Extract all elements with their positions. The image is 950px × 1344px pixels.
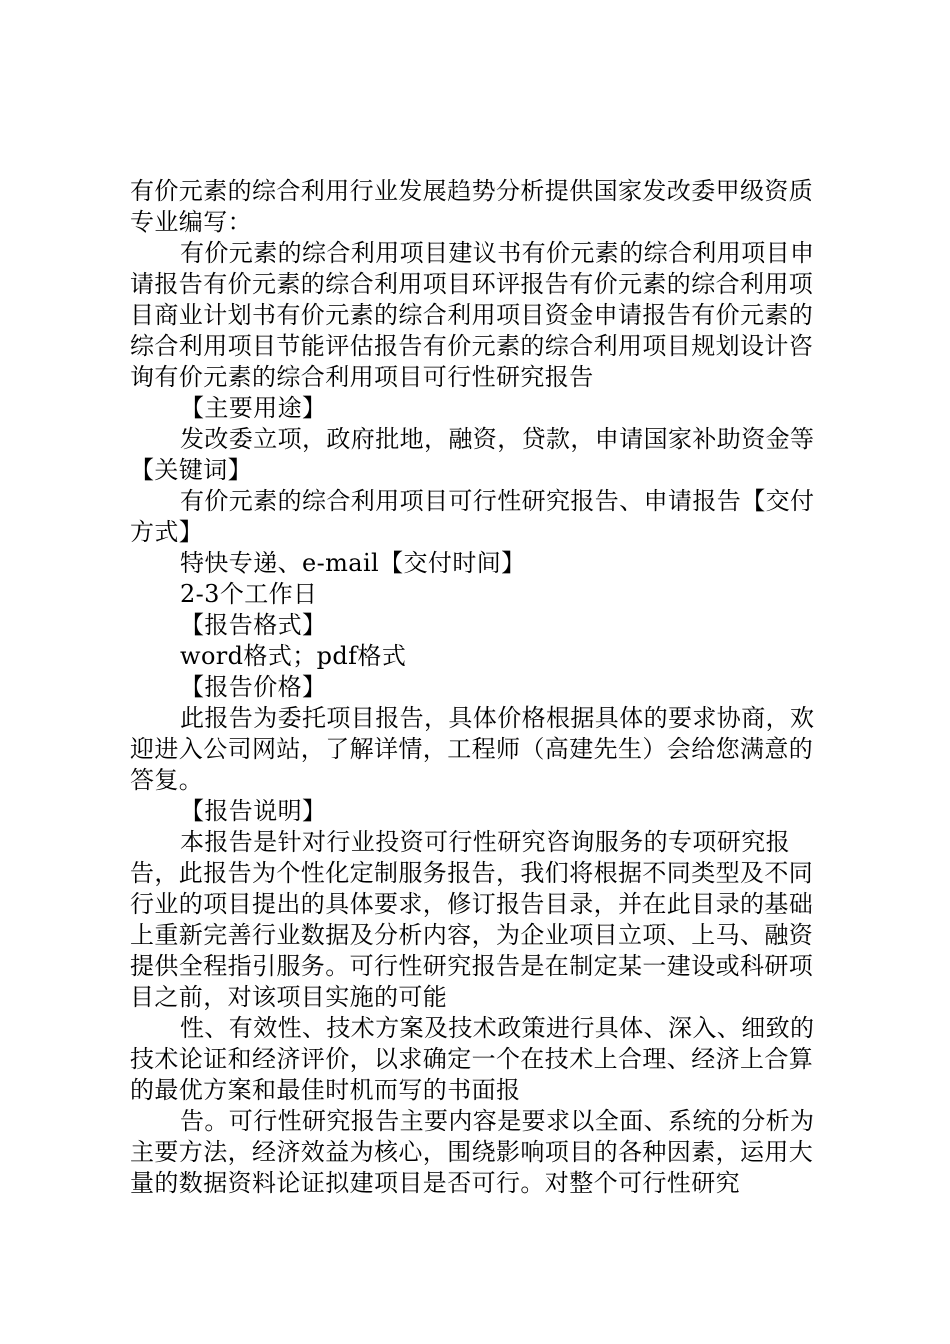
report-types-paragraph: 有价元素的综合利用项目建议书有价元素的综合利用项目申请报告有价元素的综合利用项目环评报告有价元素的综合利用项目商业计划书有价元素的综合利用项目资金申请报告有价元素的综合利用项目节能评估报告有价元素的综合利用项目规划设计咨询有价元素的综合利用项目可行性研究报告 [130,239,815,391]
delivery-method-paragraph: 特快专递、e-mail【交付时间】 [180,549,526,577]
format-paragraph: word格式；pdf格式 [180,642,407,670]
keywords-paragraph: 有价元素的综合利用项目可行性研究报告、申请报告【交付方式】 [130,487,815,546]
price-paragraph: 此报告为委托项目报告，具体价格根据具体的要求协商，欢迎进入公司网站，了解详情，工程师（高建先生）会给您满意的答复。 [130,704,815,794]
document-body [130,176,830,1199]
description-paragraph-1: 本报告是针对行业投资可行性研究咨询服务的专项研究报告，此报告为个性化定制服务报告，我们将根据不同类型及不同行业的项目提出的具体要求，修订报告目录，并在此目录的基础上重新完善行业数据及分析内容，为企业项目立项、上马、融资提供全程指引服务。可行性研究报告是在制定某一建设或科研项目之前，对该项目实施的可能 [130,828,814,1011]
price-heading: 【报告价格】 [180,673,327,701]
delivery-time-paragraph: 2-3个工作日 [180,580,318,608]
description-heading: 【报告说明】 [180,797,327,825]
description-paragraph-2: 性、有效性、技术方案及技术政策进行具体、深入、细致的技术论证和经济评价，以求确定一个在技术上合理、经济上合算的最优方案和最佳时机而写的书面报 [130,1014,815,1104]
format-heading: 【报告格式】 [180,611,327,639]
usage-paragraph: 发改委立项，政府批地，融资，贷款，申请国家补助资金等【关键词】 [130,425,815,484]
usage-heading: 【主要用途】 [180,394,327,422]
intro-paragraph: 有价元素的综合利用行业发展趋势分析提供国家发改委甲级资质专业编写： [130,177,814,236]
description-paragraph-3: 告。可行性研究报告主要内容是要求以全面、系统的分析为主要方法，经济效益为核心，围绕影响项目的各种因素，运用大量的数据资料论证拟建项目是否可行。对整个可行性研究 [130,1107,815,1197]
